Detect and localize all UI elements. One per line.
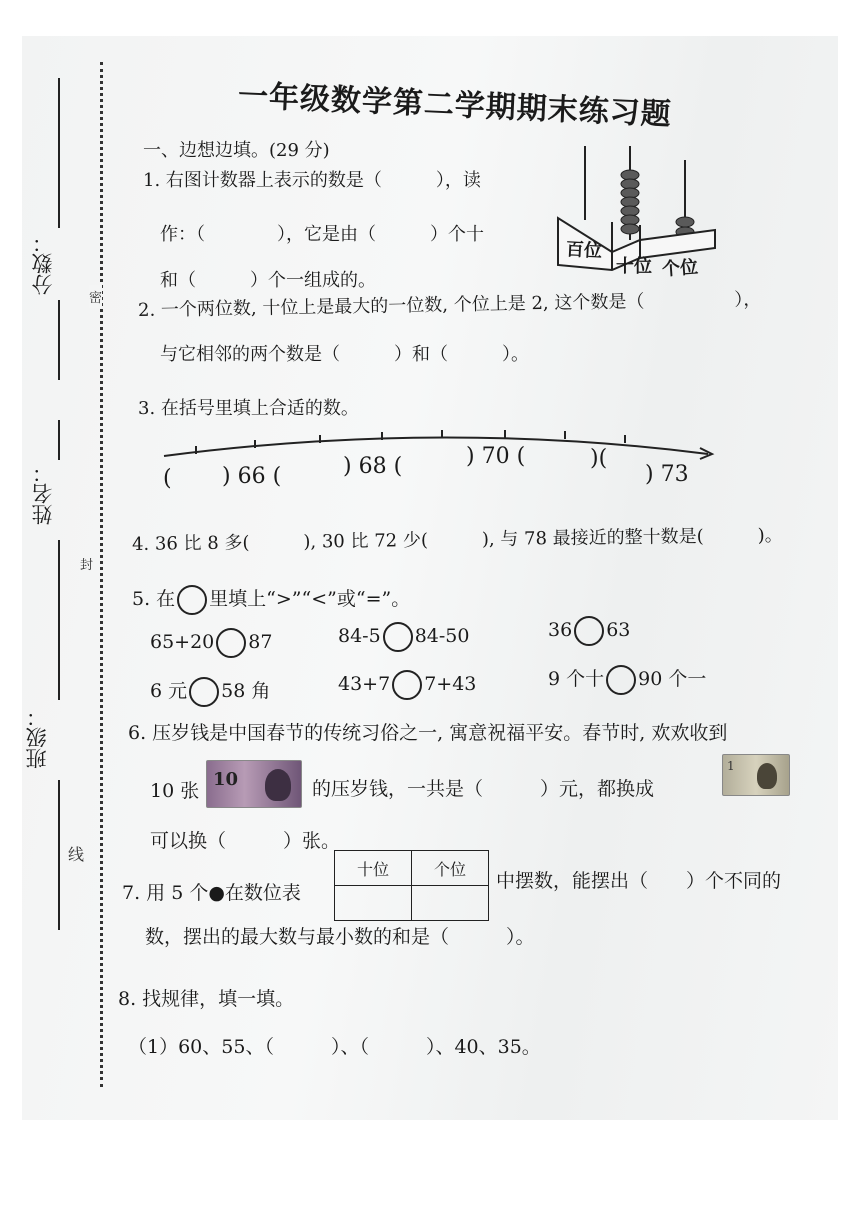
numberline-item-1: ( bbox=[163, 466, 172, 491]
table-header-tens: 十位 bbox=[335, 851, 412, 886]
q5-item-5[interactable]: 43+7 7+43 bbox=[338, 670, 476, 700]
q8-line1: 8. 找规律，填一填。 bbox=[118, 988, 295, 1010]
q5-item-4[interactable]: 6 元 58 角 bbox=[150, 676, 270, 707]
answer-circle[interactable] bbox=[216, 628, 246, 658]
q3-line1: 3. 在括号里填上合适的数。 bbox=[138, 398, 359, 419]
table-header-ones: 个位 bbox=[412, 851, 489, 886]
q7-line1a: 7. 用 5 个●在数位表 bbox=[122, 882, 301, 904]
q5-item-2[interactable]: 84-5 84-50 bbox=[338, 622, 469, 652]
answer-circle[interactable] bbox=[606, 665, 636, 695]
page-title: 一年级数学第二学期期末练习题 bbox=[237, 78, 673, 133]
q7-line1b: 中摆数，能摆出（ ）个不同的 bbox=[496, 870, 782, 892]
q1-line1: 1. 右图计数器上表示的数是（ ），读 bbox=[143, 170, 481, 191]
q1-line3: 和（ ）个一组成的。 bbox=[160, 270, 376, 291]
tens-cell[interactable] bbox=[335, 886, 412, 921]
numberline-item-3: ) 68 ( bbox=[343, 454, 403, 479]
seal-mark-feng: 封 bbox=[80, 552, 93, 575]
numberline-item-5: )( bbox=[590, 446, 608, 471]
q5-item-1[interactable]: 65+20 87 bbox=[150, 628, 272, 658]
q2-line2: 与它相邻的两个数是（ ）和（ ）。 bbox=[160, 344, 529, 365]
class-blank-line bbox=[58, 780, 60, 930]
q4-text: 4. 36 比 8 多( ), 30 比 72 少( ), 与 78 最接近的整十数是( )。 bbox=[131, 524, 783, 555]
q6-line2a: 10 张 bbox=[150, 780, 200, 802]
q2-line1: 2. 一个两位数, 十位上是最大的一位数, 个位上是 2, 这个数是（ ）， bbox=[137, 289, 762, 321]
circle-blank-icon bbox=[177, 585, 207, 615]
number-line bbox=[160, 420, 720, 470]
seal-mark-mi: 密 bbox=[89, 285, 102, 308]
one-yuan-note bbox=[722, 754, 790, 796]
answer-circle[interactable] bbox=[383, 622, 413, 652]
q5-item-3[interactable]: 36 63 bbox=[548, 616, 630, 646]
q5-instruction: 5. 在 里填上“>”“<”或“=”。 bbox=[132, 584, 410, 615]
numberline-item-2: ) 66 ( bbox=[222, 464, 282, 489]
portrait-icon bbox=[757, 763, 777, 789]
portrait-icon bbox=[265, 769, 291, 801]
seal-mark-xian: 线 bbox=[68, 840, 84, 867]
name-line bbox=[58, 420, 60, 460]
answer-circle[interactable] bbox=[392, 670, 422, 700]
q8-line2: （1）60、55、（ ）、（ ）、40、35。 bbox=[128, 1036, 541, 1058]
q6-line1: 6. 压岁钱是中国春节的传统习俗之一, 寓意祝福平安。春节时, 欢欢收到 bbox=[128, 722, 728, 744]
note-value: 10 bbox=[213, 769, 239, 790]
score-blank-line bbox=[58, 300, 60, 380]
numberline-item-6: ) 73 bbox=[645, 462, 689, 487]
class-label: 班级： bbox=[25, 706, 49, 769]
q7-line2: 数，摆出的最大数与最小数的和是（ ）。 bbox=[145, 926, 535, 948]
score-line bbox=[58, 78, 60, 228]
score-label: 分数： bbox=[31, 232, 55, 295]
q6-line3: 可以换（ ）张。 bbox=[150, 830, 341, 852]
abacus-label-ones: 个位 bbox=[661, 256, 699, 281]
q6-line2b: 的压岁钱，一共是（ ）元，都换成 bbox=[312, 778, 655, 800]
abacus-label-hundreds: 百位 bbox=[565, 239, 603, 262]
abacus-tens-beads bbox=[621, 170, 639, 234]
seal-line bbox=[100, 62, 103, 1087]
answer-circle[interactable] bbox=[574, 616, 604, 646]
place-value-table bbox=[334, 850, 489, 921]
q5-item-6[interactable]: 9 个十 90 个一 bbox=[548, 664, 706, 695]
section-heading: 一、边想边填。(29 分) bbox=[143, 140, 330, 161]
numberline-item-4: ) 70 ( bbox=[466, 444, 526, 469]
name-blank-line bbox=[58, 540, 60, 700]
note-value: 1 bbox=[727, 759, 735, 773]
q1-line2: 作：（ ），它是由（ ）个十 bbox=[160, 224, 484, 245]
ones-cell[interactable] bbox=[412, 886, 489, 921]
ten-yuan-note bbox=[206, 760, 302, 808]
answer-circle[interactable] bbox=[189, 677, 219, 707]
name-label: 姓名： bbox=[31, 462, 55, 525]
abacus-label-tens: 十位 bbox=[616, 256, 652, 277]
